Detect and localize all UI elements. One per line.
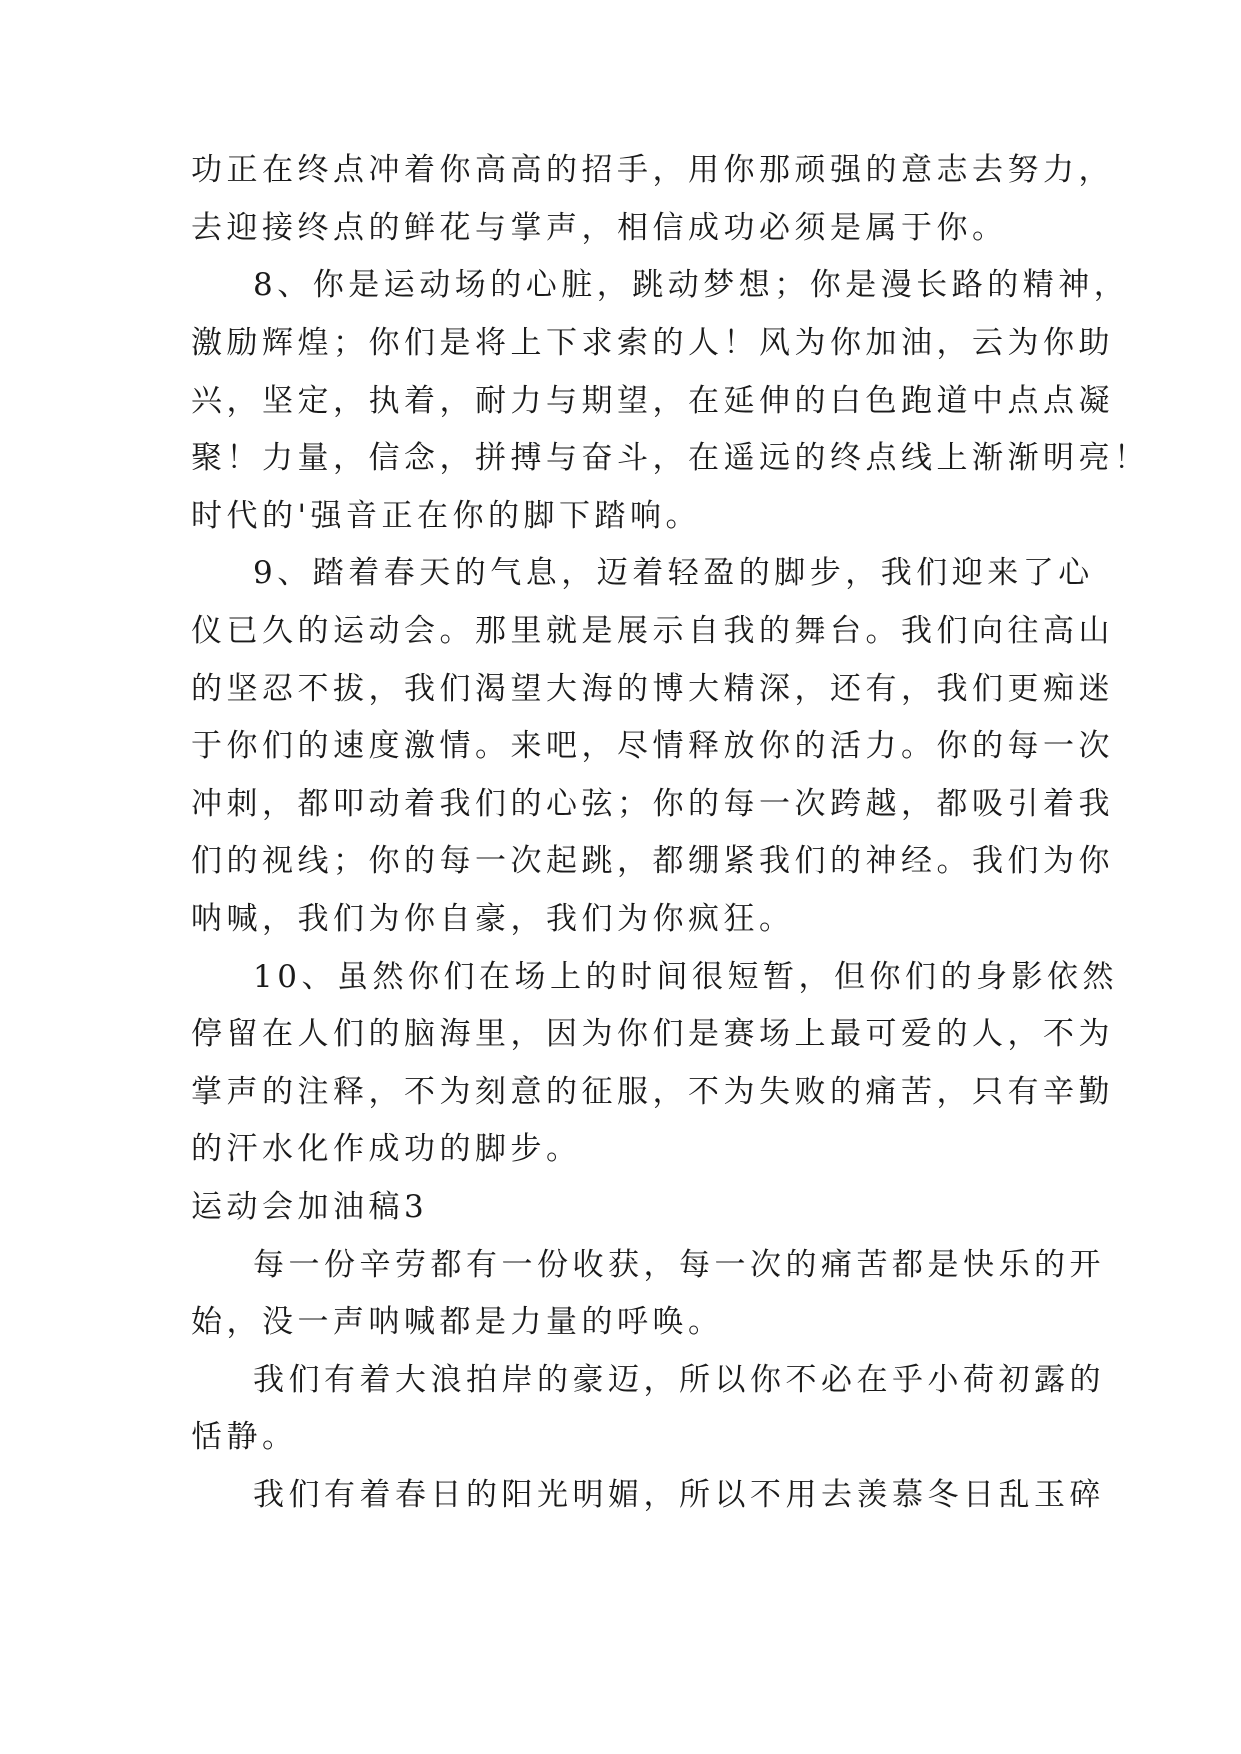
text-line: 冲刺，都叩动着我们的心弦；你的每一次跨越，都吸引着我 bbox=[191, 786, 1114, 822]
text-line: 们的视线；你的每一次起跳，都绷紧我们的神经。我们为你 bbox=[191, 843, 1114, 879]
text-line: 恬静。 bbox=[191, 1419, 298, 1455]
section-heading: 运动会加油稿3 bbox=[191, 1189, 429, 1225]
text-line: 的坚忍不拔，我们渴望大海的博大精深，还有，我们更痴迷 bbox=[191, 671, 1114, 707]
paragraph-start: 我们有着春日的阳光明媚，所以不用去羡慕冬日乱玉碎 bbox=[253, 1477, 1105, 1513]
paragraph-8-start: 8、你是运动场的心脏，跳动梦想；你是漫长路的精神， bbox=[253, 267, 1130, 303]
text-line: 聚！力量，信念，拼搏与奋斗，在遥远的终点线上渐渐明亮！ bbox=[191, 440, 1150, 476]
paragraph-start: 我们有着大浪拍岸的豪迈，所以你不必在乎小荷初露的 bbox=[253, 1362, 1105, 1398]
paragraph-start: 每一份辛劳都有一份收获，每一次的痛苦都是快乐的开 bbox=[253, 1247, 1105, 1283]
text-line: 兴，坚定，执着，耐力与期望，在延伸的白色跑道中点点凝 bbox=[191, 383, 1114, 419]
text-line: 时代的'强音正在你的脚下踏响。 bbox=[191, 498, 702, 534]
text-line: 激励辉煌；你们是将上下求索的人！风为你加油，云为你助 bbox=[191, 325, 1114, 361]
text-line: 的汗水化作成功的脚步。 bbox=[191, 1131, 582, 1167]
text-line: 仪已久的运动会。那里就是展示自我的舞台。我们向往高山 bbox=[191, 613, 1114, 649]
text-line: 于你们的速度激情。来吧，尽情释放你的活力。你的每一次 bbox=[191, 728, 1114, 764]
text-line: 功正在终点冲着你高高的招手，用你那顽强的意志去努力， bbox=[191, 152, 1114, 188]
text-line: 停留在人们的脑海里，因为你们是赛场上最可爱的人，不为 bbox=[191, 1016, 1114, 1052]
text-line: 呐喊，我们为你自豪，我们为你疯狂。 bbox=[191, 901, 795, 937]
paragraph-10-start: 10、虽然你们在场上的时间很短暂，但你们的身影依然 bbox=[253, 959, 1118, 995]
text-line: 去迎接终点的鲜花与掌声，相信成功必须是属于你。 bbox=[191, 210, 1008, 246]
paragraph-9-start: 9、踏着春天的气息，迈着轻盈的脚步，我们迎来了心 bbox=[253, 555, 1094, 591]
text-line: 掌声的注释，不为刻意的征服，不为失败的痛苦，只有辛勤 bbox=[191, 1074, 1114, 1110]
text-line: 始，没一声呐喊都是力量的呼唤。 bbox=[191, 1304, 724, 1340]
